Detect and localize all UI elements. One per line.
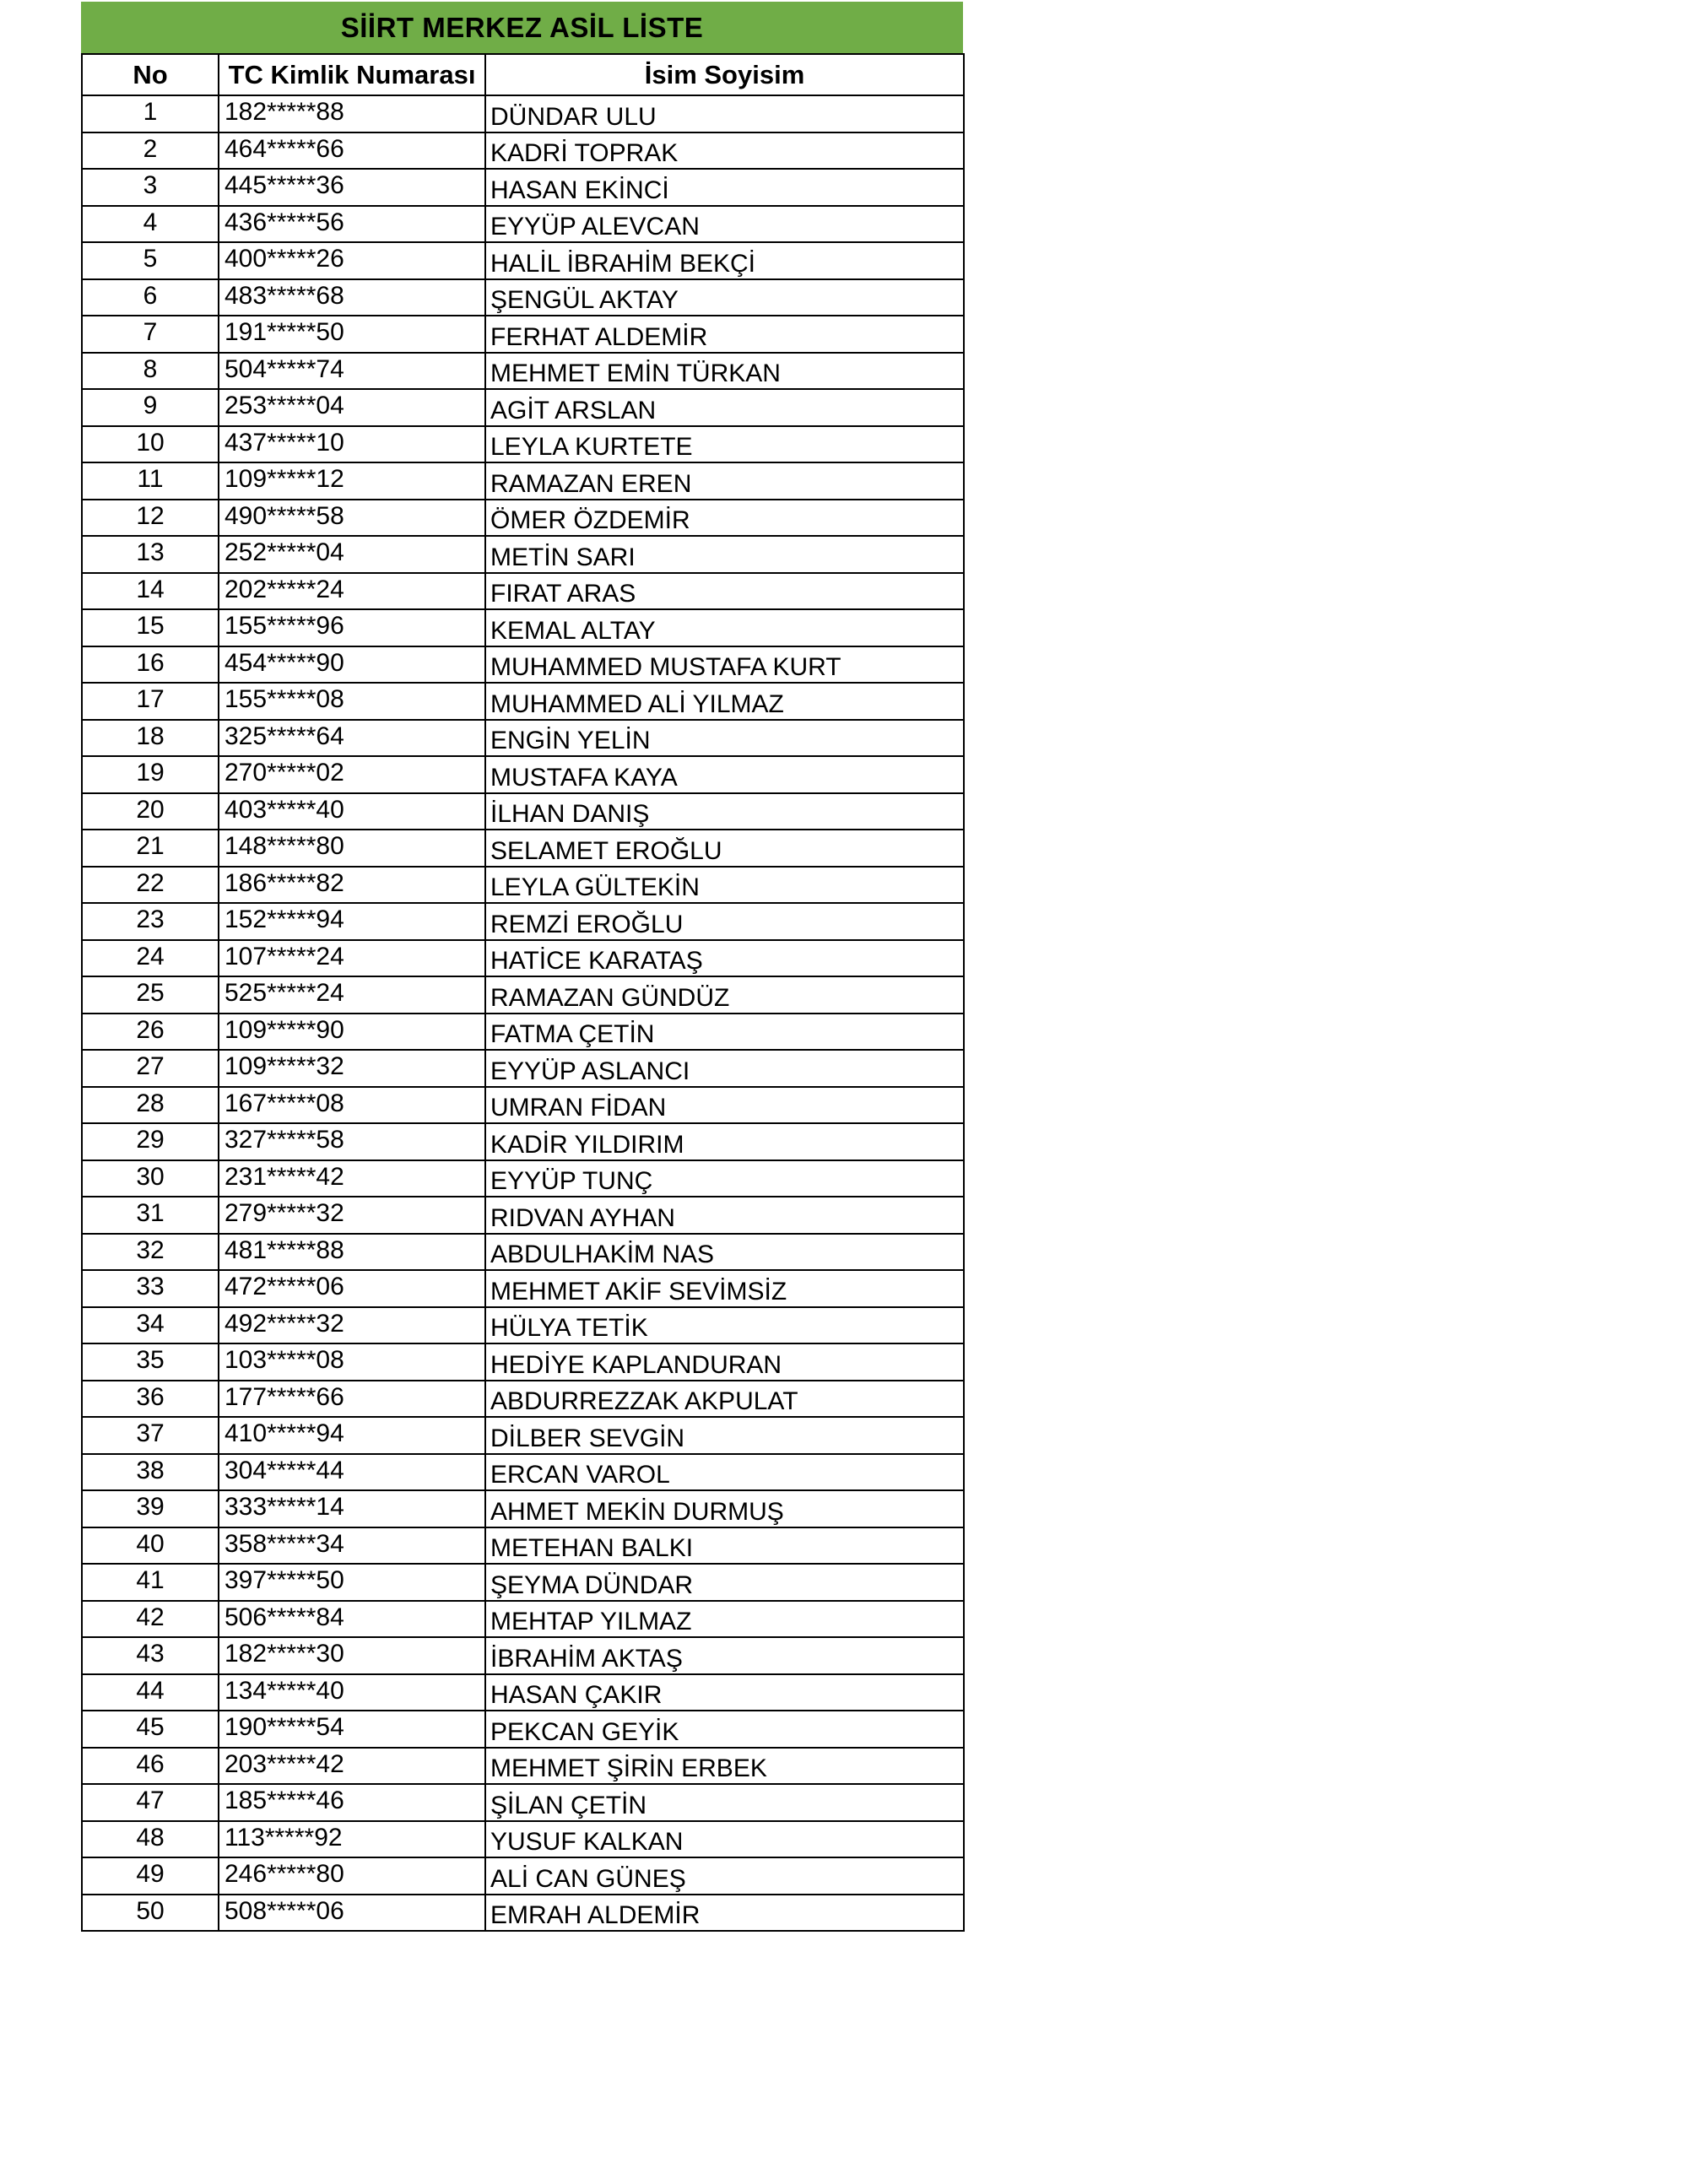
person-name: LEYLA GÜLTEKİN [485,867,964,904]
table-row [82,1784,964,1821]
person-name: HEDİYE KAPLANDURAN [485,1343,964,1381]
table-row [82,1343,964,1381]
tc-number: 437*****10 [219,426,485,463]
row-number: 1 [82,95,219,132]
person-name: FERHAT ALDEMİR [485,316,964,353]
row-number: 44 [82,1674,219,1711]
table-row [82,1711,964,1748]
row-number: 31 [82,1197,219,1234]
row-number: 2 [82,132,219,170]
person-name: HATİCE KARATAŞ [485,940,964,977]
person-name: DÜNDAR ULU [485,95,964,132]
table-row [82,609,964,646]
row-number: 45 [82,1711,219,1748]
row-number: 15 [82,609,219,646]
row-number: 42 [82,1601,219,1638]
row-number: 38 [82,1454,219,1491]
row-number: 8 [82,353,219,390]
person-name: ŞENGÜL AKTAY [485,279,964,316]
tc-number: 186*****82 [219,867,485,904]
row-number: 26 [82,1014,219,1051]
person-name: DİLBER SEVGİN [485,1417,964,1454]
person-name: PEKCAN GEYİK [485,1711,964,1748]
row-number: 30 [82,1160,219,1197]
person-name: MUSTAFA KAYA [485,756,964,793]
table-row [82,1234,964,1271]
table-row [82,1454,964,1491]
person-name: ŞİLAN ÇETİN [485,1784,964,1821]
tc-number: 113*****92 [219,1821,485,1858]
row-number: 25 [82,976,219,1014]
table-row [82,1748,964,1785]
table-row [82,940,964,977]
row-number: 27 [82,1050,219,1087]
row-number: 10 [82,426,219,463]
tc-number: 253*****04 [219,389,485,426]
person-name: İBRAHİM AKTAŞ [485,1637,964,1674]
tc-number: 182*****88 [219,95,485,132]
tc-number: 270*****02 [219,756,485,793]
tc-number: 148*****80 [219,830,485,867]
table-row [82,1674,964,1711]
row-number: 28 [82,1087,219,1124]
table-row [82,132,964,170]
tc-number: 167*****08 [219,1087,485,1124]
column-header-no: No [82,54,219,95]
tc-number: 203*****42 [219,1748,485,1785]
table-row [82,1087,964,1124]
row-number: 39 [82,1490,219,1527]
tc-number: 333*****14 [219,1490,485,1527]
row-number: 48 [82,1821,219,1858]
table-row [82,206,964,243]
table-row [82,1601,964,1638]
list-title: SİİRT MERKEZ ASİL LİSTE [81,2,963,53]
table-row [82,1857,964,1895]
person-name: MEHTAP YILMAZ [485,1601,964,1638]
row-number: 16 [82,646,219,684]
tc-number: 325*****64 [219,720,485,757]
tc-number: 304*****44 [219,1454,485,1491]
person-name: EMRAH ALDEMİR [485,1895,964,1932]
person-name: FATMA ÇETİN [485,1014,964,1051]
row-number: 29 [82,1123,219,1160]
person-name: MUHAMMED ALİ YILMAZ [485,683,964,720]
tc-number: 191*****50 [219,316,485,353]
tc-number: 403*****40 [219,793,485,830]
table-row [82,1895,964,1932]
table-row [82,279,964,316]
table-row [82,1637,964,1674]
table-row [82,169,964,206]
person-name: HÜLYA TETİK [485,1307,964,1344]
tc-number: 490*****58 [219,500,485,537]
person-name: MEHMET AKİF SEVİMSİZ [485,1270,964,1307]
person-name: SELAMET EROĞLU [485,830,964,867]
row-number: 17 [82,683,219,720]
tc-number: 107*****24 [219,940,485,977]
table-row [82,683,964,720]
participant-table [81,53,965,1932]
person-name: YUSUF KALKAN [485,1821,964,1858]
table-row [82,1821,964,1858]
tc-number: 252*****04 [219,536,485,573]
table-row [82,1490,964,1527]
tc-number: 436*****56 [219,206,485,243]
table-row [82,756,964,793]
table-row [82,573,964,610]
person-name: ABDULHAKİM NAS [485,1234,964,1271]
table-row [82,867,964,904]
list-document [81,2,963,1932]
table-row [82,1381,964,1418]
row-number: 5 [82,242,219,279]
table-row [82,1564,964,1601]
person-name: HASAN ÇAKIR [485,1674,964,1711]
person-name: ŞEYMA DÜNDAR [485,1564,964,1601]
tc-number: 464*****66 [219,132,485,170]
table-row [82,1014,964,1051]
tc-number: 155*****08 [219,683,485,720]
row-number: 35 [82,1343,219,1381]
row-number: 12 [82,500,219,537]
row-number: 4 [82,206,219,243]
tc-number: 327*****58 [219,1123,485,1160]
row-number: 40 [82,1527,219,1565]
tc-number: 483*****68 [219,279,485,316]
row-number: 19 [82,756,219,793]
row-number: 11 [82,462,219,500]
tc-number: 134*****40 [219,1674,485,1711]
person-name: HALİL İBRAHİM BEKÇİ [485,242,964,279]
person-name: MEHMET EMİN TÜRKAN [485,353,964,390]
person-name: ENGİN YELİN [485,720,964,757]
tc-number: 190*****54 [219,1711,485,1748]
table-row [82,1270,964,1307]
person-name: EYYÜP ASLANCI [485,1050,964,1087]
person-name: İLHAN DANIŞ [485,793,964,830]
row-number: 37 [82,1417,219,1454]
header-row [82,54,964,95]
person-name: AHMET MEKİN DURMUŞ [485,1490,964,1527]
row-number: 34 [82,1307,219,1344]
person-name: ALİ CAN GÜNEŞ [485,1857,964,1895]
person-name: ABDURREZZAK AKPULAT [485,1381,964,1418]
tc-number: 103*****08 [219,1343,485,1381]
tc-number: 109*****90 [219,1014,485,1051]
person-name: RIDVAN AYHAN [485,1197,964,1234]
tc-number: 246*****80 [219,1857,485,1895]
table-row [82,462,964,500]
table-row [82,500,964,537]
tc-number: 400*****26 [219,242,485,279]
person-name: RAMAZAN GÜNDÜZ [485,976,964,1014]
row-number: 33 [82,1270,219,1307]
person-name: MUHAMMED MUSTAFA KURT [485,646,964,684]
tc-number: 397*****50 [219,1564,485,1601]
person-name: LEYLA KURTETE [485,426,964,463]
row-number: 24 [82,940,219,977]
row-number: 47 [82,1784,219,1821]
row-number: 18 [82,720,219,757]
table-row [82,353,964,390]
row-number: 36 [82,1381,219,1418]
person-name: UMRAN FİDAN [485,1087,964,1124]
person-name: FIRAT ARAS [485,573,964,610]
tc-number: 231*****42 [219,1160,485,1197]
tc-number: 508*****06 [219,1895,485,1932]
row-number: 23 [82,903,219,940]
person-name: HASAN EKİNCİ [485,169,964,206]
table-row [82,536,964,573]
tc-number: 504*****74 [219,353,485,390]
column-header-name: İsim Soyisim [485,54,964,95]
table-row [82,1197,964,1234]
row-number: 49 [82,1857,219,1895]
row-number: 6 [82,279,219,316]
person-name: EYYÜP ALEVCAN [485,206,964,243]
table-row [82,242,964,279]
table-row [82,316,964,353]
row-number: 14 [82,573,219,610]
table-body [82,95,964,1931]
tc-number: 185*****46 [219,1784,485,1821]
table-row [82,1307,964,1344]
row-number: 13 [82,536,219,573]
table-row [82,95,964,132]
table-row [82,830,964,867]
table-row [82,1417,964,1454]
row-number: 43 [82,1637,219,1674]
row-number: 41 [82,1564,219,1601]
tc-number: 506*****84 [219,1601,485,1638]
person-name: REMZİ EROĞLU [485,903,964,940]
tc-number: 358*****34 [219,1527,485,1565]
row-number: 3 [82,169,219,206]
row-number: 22 [82,867,219,904]
person-name: KADİR YILDIRIM [485,1123,964,1160]
tc-number: 279*****32 [219,1197,485,1234]
tc-number: 177*****66 [219,1381,485,1418]
tc-number: 445*****36 [219,169,485,206]
table-row [82,1527,964,1565]
column-header-tc: TC Kimlik Numarası [219,54,485,95]
table-header [82,54,964,95]
tc-number: 152*****94 [219,903,485,940]
tc-number: 454*****90 [219,646,485,684]
tc-number: 472*****06 [219,1270,485,1307]
table-row [82,903,964,940]
row-number: 7 [82,316,219,353]
person-name: AGİT ARSLAN [485,389,964,426]
person-name: RAMAZAN EREN [485,462,964,500]
tc-number: 109*****12 [219,462,485,500]
tc-number: 481*****88 [219,1234,485,1271]
person-name: ÖMER ÖZDEMİR [485,500,964,537]
person-name: KADRİ TOPRAK [485,132,964,170]
person-name: METEHAN BALKI [485,1527,964,1565]
table-row [82,426,964,463]
person-name: ERCAN VAROL [485,1454,964,1491]
person-name: METİN SARI [485,536,964,573]
row-number: 50 [82,1895,219,1932]
person-name: EYYÜP TUNÇ [485,1160,964,1197]
tc-number: 155*****96 [219,609,485,646]
table-row [82,1160,964,1197]
row-number: 46 [82,1748,219,1785]
row-number: 21 [82,830,219,867]
table-row [82,1123,964,1160]
table-row [82,976,964,1014]
table-row [82,1050,964,1087]
tc-number: 182*****30 [219,1637,485,1674]
tc-number: 492*****32 [219,1307,485,1344]
table-row [82,389,964,426]
tc-number: 109*****32 [219,1050,485,1087]
row-number: 9 [82,389,219,426]
tc-number: 525*****24 [219,976,485,1014]
table-row [82,720,964,757]
table-row [82,793,964,830]
row-number: 32 [82,1234,219,1271]
person-name: MEHMET ŞİRİN ERBEK [485,1748,964,1785]
tc-number: 202*****24 [219,573,485,610]
row-number: 20 [82,793,219,830]
table-row [82,646,964,684]
person-name: KEMAL ALTAY [485,609,964,646]
tc-number: 410*****94 [219,1417,485,1454]
